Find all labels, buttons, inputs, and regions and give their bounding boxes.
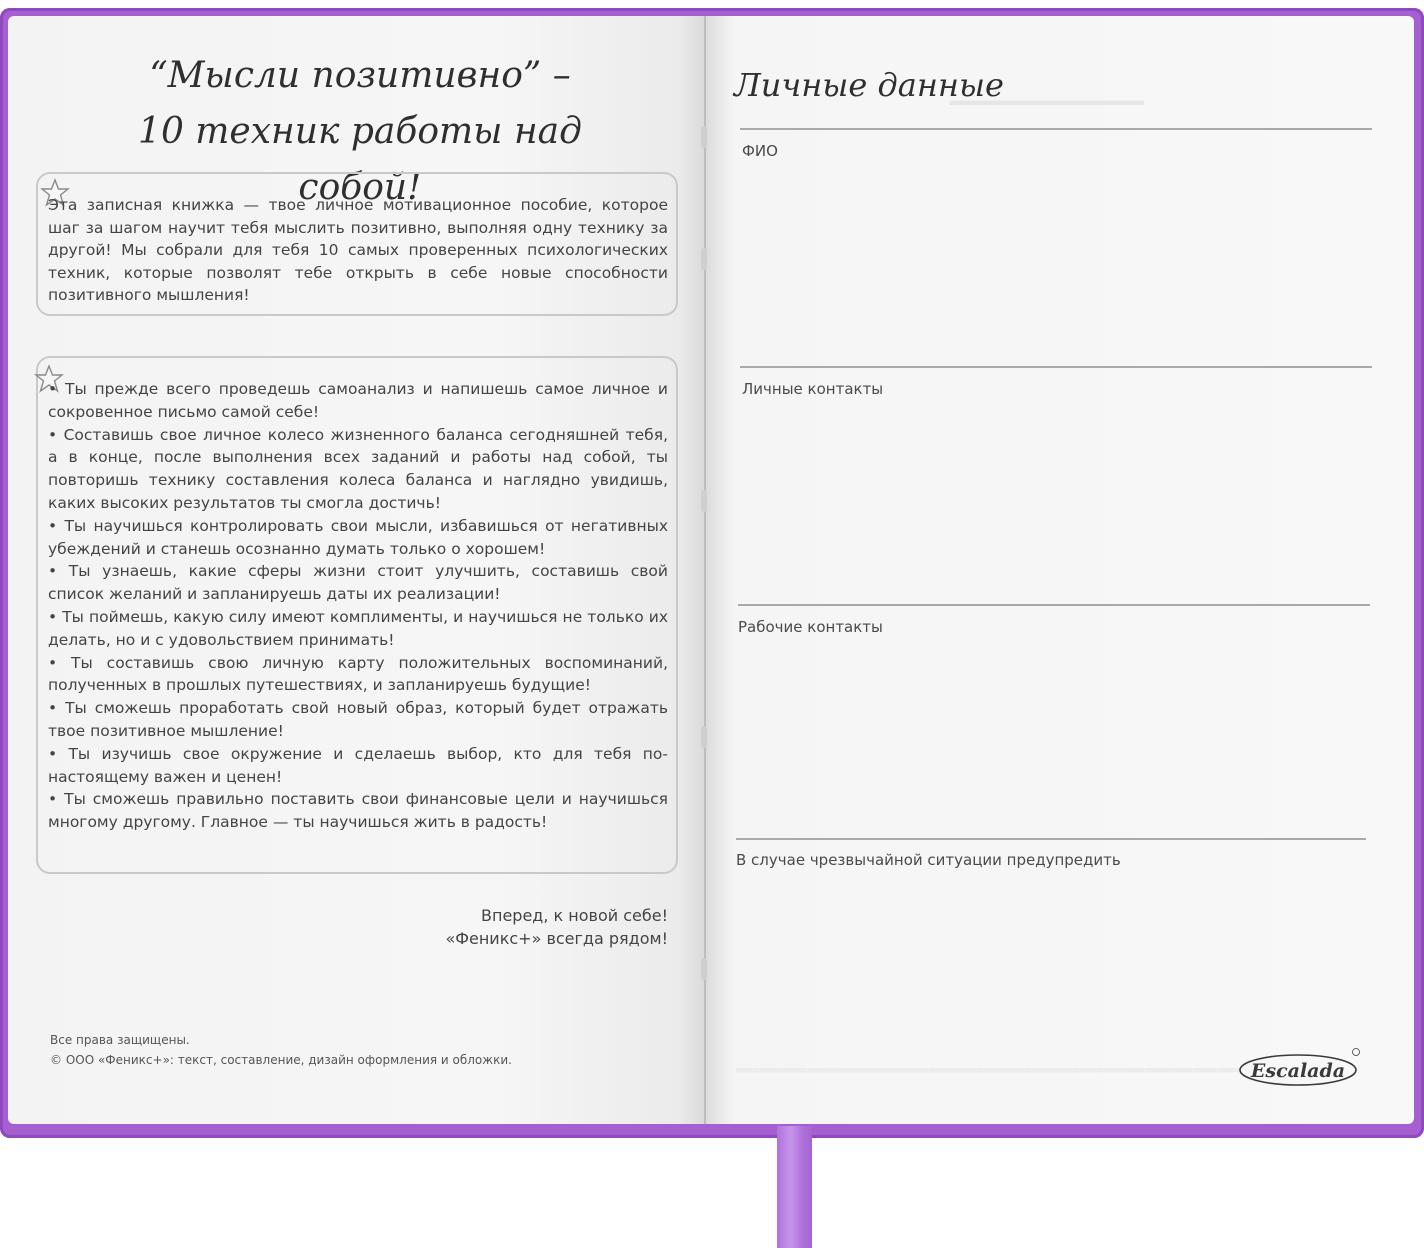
list-item: • Составишь свое личное колесо жизненного баланса сегодняшней тебя, а в конце, после выполнения всех заданий и работы над собой, ты повторишь технику составления колеса баланса и наглядно увидишь, каких высоких результатов ты смогла достичь!: [48, 425, 668, 512]
list-item: • Ты сможешь правильно поставить свои финансовые цели и научишься многому другому. Главное — ты научишься жить в радость!: [48, 790, 668, 832]
show-through-text: ▁▁▁▁▁▁▁▁▁▁▁▁▁▁▁▁▁▁▁▁▁: [736, 1038, 1242, 1073]
bookmark-ribbon: [777, 1126, 812, 1248]
closing-line-1: Вперед, к новой себе!: [481, 906, 668, 925]
binding-mark: [701, 248, 707, 270]
divider-line: [740, 128, 1372, 130]
field-emergency-label: В случае чрезвычайной ситуации предупредить: [736, 851, 1121, 869]
rights-line-2: © ООО «Феникс+»: текст, составление, дизайн оформления и обложки.: [50, 1053, 512, 1067]
show-through-text: ▁▁▁▁▁▁▁▁▁: [950, 72, 1144, 105]
escalada-logo: [1238, 1046, 1362, 1090]
divider-line: [740, 366, 1372, 368]
closing-text: [360, 904, 668, 950]
intro-text: Эта записная книжка — твое личное мотивационное пособие, которое шаг за шагом научит тебя мыслить позитивно, выполняя одну технику за другой! Мы собрали для тебя 10 самых проверенных психологических техник, которые позволят тебе открыть в себе новые способности позитивного мышления!: [48, 196, 668, 304]
right-page: [706, 16, 1414, 1124]
personal-data-title: Личные данные: [734, 66, 1004, 104]
list-item: • Ты научишься контролировать свои мысли, избавишься от негативных убеждений и станешь осознанно думать только о хорошем!: [48, 516, 668, 558]
divider-line: [738, 604, 1370, 606]
closing-line-2: «Феникс+» всегда рядом!: [445, 929, 668, 948]
logo-text: Escalada: [1250, 1060, 1346, 1082]
field-work-contacts-label: Рабочие контакты: [738, 618, 883, 636]
rights-line-1: Все права защищены.: [50, 1033, 190, 1047]
list-item: • Ты сможешь проработать свой новый образ, который будет отражать твое позитивное мышление!: [48, 699, 668, 740]
divider-line: [736, 838, 1366, 840]
binding-mark: [701, 126, 707, 148]
field-personal-contacts-label: Личные контакты: [742, 380, 884, 398]
list-item: • Ты изучишь свое окружение и сделаешь выбор, кто для тебя по-настоящему важен и ценен!: [48, 744, 668, 786]
field-name-label: ФИО: [742, 142, 778, 160]
binding-mark: [701, 958, 707, 980]
list-item: • Ты составишь свою личную карту положительных воспоминаний, полученных в прошлых путешествиях, и запланируешь будущие!: [48, 653, 668, 695]
benefits-list: [48, 378, 668, 834]
list-item: • Ты узнаешь, какие сферы жизни стоит улучшить, составишь свой список желаний и запланируешь даты их реализации!: [48, 562, 668, 604]
copyright-notice: [50, 1030, 650, 1070]
binding-mark: [701, 490, 707, 512]
binding-mark: [701, 726, 707, 748]
list-item: • Ты поймешь, какую силу имеют комплименты, и научишься не только их делать, но и с удовольствием принимать!: [48, 607, 668, 649]
list-item: • Ты прежде всего проведешь самоанализ и напишешь самое личное и сокровенное письмо самой себе!: [48, 380, 668, 421]
title-line-2: 10 техник работы над собой!: [138, 111, 582, 208]
title-line-1: “Мысли позитивно” –: [149, 55, 571, 96]
